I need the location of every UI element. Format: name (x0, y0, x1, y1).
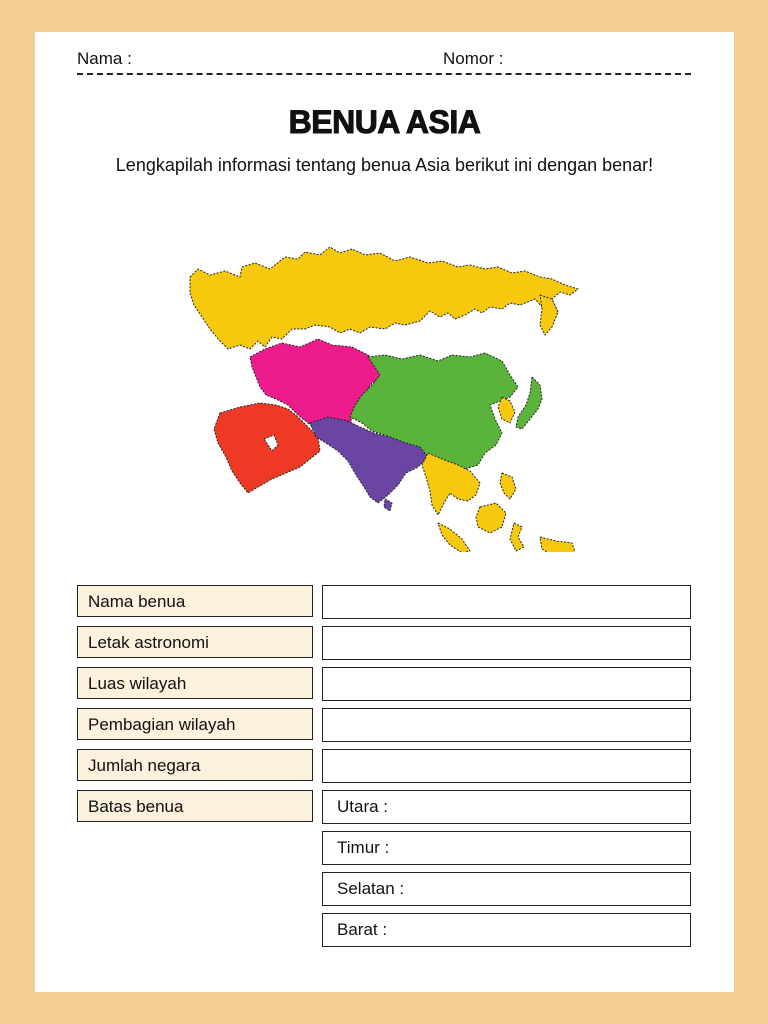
label-text: Luas wilayah (88, 674, 187, 693)
nama-label: Nama : (77, 49, 132, 68)
label-letak-astronomi (77, 626, 313, 658)
label-pembagian-wilayah (77, 708, 313, 740)
map-region-north-asia (190, 247, 578, 349)
answer-text: Timur : (337, 838, 390, 857)
nomor-label: Nomor : (443, 49, 504, 68)
answer-batas-selatan[interactable] (322, 872, 691, 906)
answer-letak-astronomi[interactable] (322, 626, 691, 660)
label-luas-wilayah (77, 667, 313, 699)
map-region-borneo (476, 503, 506, 533)
answer-text: Selatan : (337, 879, 405, 898)
instruction-text: Lengkapilah informasi tentang benua Asia berikut ini dengan benar! (115, 155, 654, 175)
answer-batas-timur[interactable] (322, 831, 691, 865)
map-region-korea (498, 397, 515, 423)
label-text: Jumlah negara (88, 756, 201, 775)
header-row (77, 47, 691, 75)
answer-luas-wilayah[interactable] (322, 667, 691, 701)
map-region-papua (540, 537, 576, 552)
answer-text: Barat : (337, 920, 388, 939)
answer-batas-utara[interactable] (322, 790, 691, 824)
answer-pembagian-wilayah[interactable] (322, 708, 691, 742)
label-text: Batas benua (88, 797, 184, 816)
answer-jumlah-negara[interactable] (322, 749, 691, 783)
map-region-sumatra (438, 523, 470, 552)
worksheet (35, 32, 734, 992)
map-region-japan (516, 377, 542, 429)
map-region-philippines (500, 473, 516, 499)
label-batas-benua (77, 790, 313, 822)
answer-batas-barat[interactable] (322, 913, 691, 947)
answer-text: Utara : (337, 797, 389, 816)
map-region-sri-lanka (384, 499, 392, 511)
asia-map (180, 237, 585, 552)
label-text: Pembagian wilayah (88, 715, 236, 734)
map-region-kamchatka (540, 295, 558, 335)
label-nama-benua (77, 585, 313, 617)
label-text: Letak astronomi (88, 633, 209, 652)
page-title: BENUA ASIA (288, 104, 481, 140)
label-jumlah-negara (77, 749, 313, 781)
map-region-sulawesi (510, 523, 524, 551)
label-text: Nama benua (88, 592, 186, 611)
answer-nama-benua[interactable] (322, 585, 691, 619)
